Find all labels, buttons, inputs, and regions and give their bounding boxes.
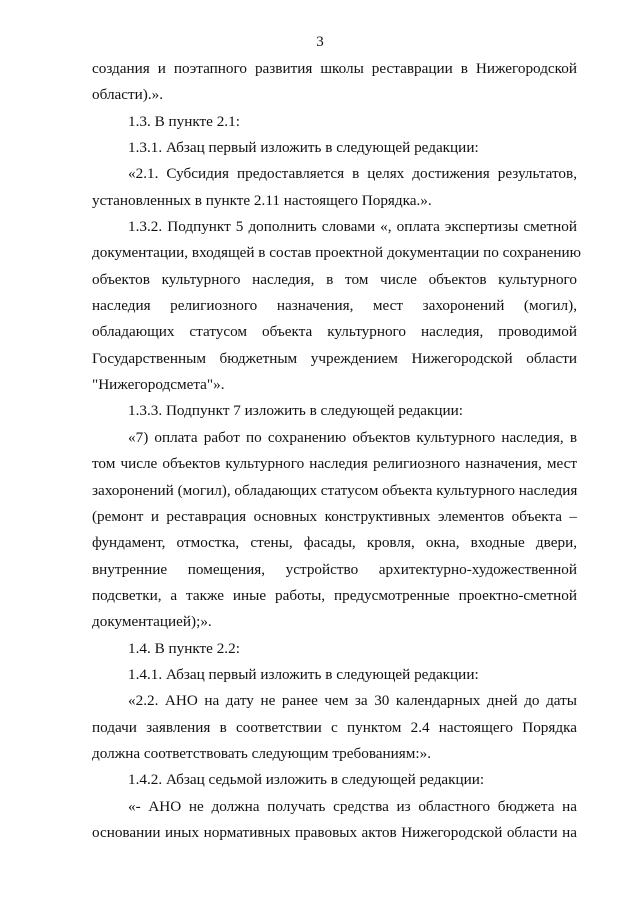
text-line: обладающих статусом объекта культурного наследия, проводимой bbox=[92, 323, 577, 341]
text-line: 1.3.2. Подпункт 5 дополнить словами «, оплата экспертизы сметной bbox=[128, 218, 577, 236]
text-line: создания и поэтапного развития школы реставрации в Нижегородской bbox=[92, 60, 577, 77]
text-line: документации, входящей в состав проектной документации по сохранению bbox=[92, 244, 581, 262]
page-number: 3 bbox=[316, 34, 324, 50]
text-line: основании иных нормативных правовых актов Нижегородской области на bbox=[92, 823, 577, 841]
text-line: том числе объектов культурного наследия религиозного назначения, мест bbox=[92, 455, 577, 473]
text-line: 1.3.1. Абзац первый изложить в следующей редакции: bbox=[128, 139, 479, 157]
text-line: фундамент, отмостка, стены, фасады, кровля, окна, входные двери, bbox=[92, 534, 577, 552]
text-line: подачи заявления в соответствии с пунктом 2.4 настоящего Порядка bbox=[92, 718, 577, 736]
text-line: документацией);». bbox=[92, 613, 212, 631]
text-line: «2.1. Субсидия предоставляется в целях достижения результатов, bbox=[128, 165, 577, 183]
text-line: 1.4.2. Абзац седьмой изложить в следующей редакции: bbox=[128, 771, 485, 789]
text-line: 1.4.1. Абзац первый изложить в следующей редакции: bbox=[128, 665, 479, 683]
text-line: наследия религиозного назначения, мест захоронений (могил), bbox=[92, 297, 577, 315]
text-line: установленных в пункте 2.11 настоящего Порядка.». bbox=[92, 191, 432, 209]
text-line: 1.4. В пункте 2.2: bbox=[128, 639, 240, 657]
text-line: «7) оплата работ по сохранению объектов культурного наследия, в bbox=[128, 428, 577, 446]
document-body bbox=[92, 56, 581, 846]
text-line: должна соответствовать следующим требованиям:». bbox=[92, 744, 431, 762]
text-line: «- АНО не должна получать средства из областного бюджета на bbox=[128, 797, 577, 815]
text-line: 1.3.3. Подпункт 7 изложить в следующей редакции: bbox=[128, 402, 464, 420]
text-line: области).». bbox=[92, 86, 164, 104]
text-line: внутренние помещения, устройство архитектурно-художественной bbox=[92, 560, 577, 578]
text-line: «2.2. АНО на дату не ранее чем за 30 календарных дней до даты bbox=[128, 692, 577, 710]
text-line: захоронений (могил), обладающих статусом объекта культурного наследия bbox=[92, 481, 578, 499]
text-line: подсветки, а также иные работы, предусмотренные проектно-сметной bbox=[92, 586, 577, 604]
text-line: Государственным бюджетным учреждением Нижегородской области bbox=[92, 349, 577, 367]
text-line: "Нижегородсмета"». bbox=[92, 376, 225, 394]
text-line: (ремонт и реставрация основных конструктивных элементов объекта – bbox=[92, 507, 577, 525]
text-line: 1.3. В пункте 2.1: bbox=[128, 112, 240, 130]
text-line: объектов культурного наследия, в том числе объектов культурного bbox=[92, 270, 577, 288]
